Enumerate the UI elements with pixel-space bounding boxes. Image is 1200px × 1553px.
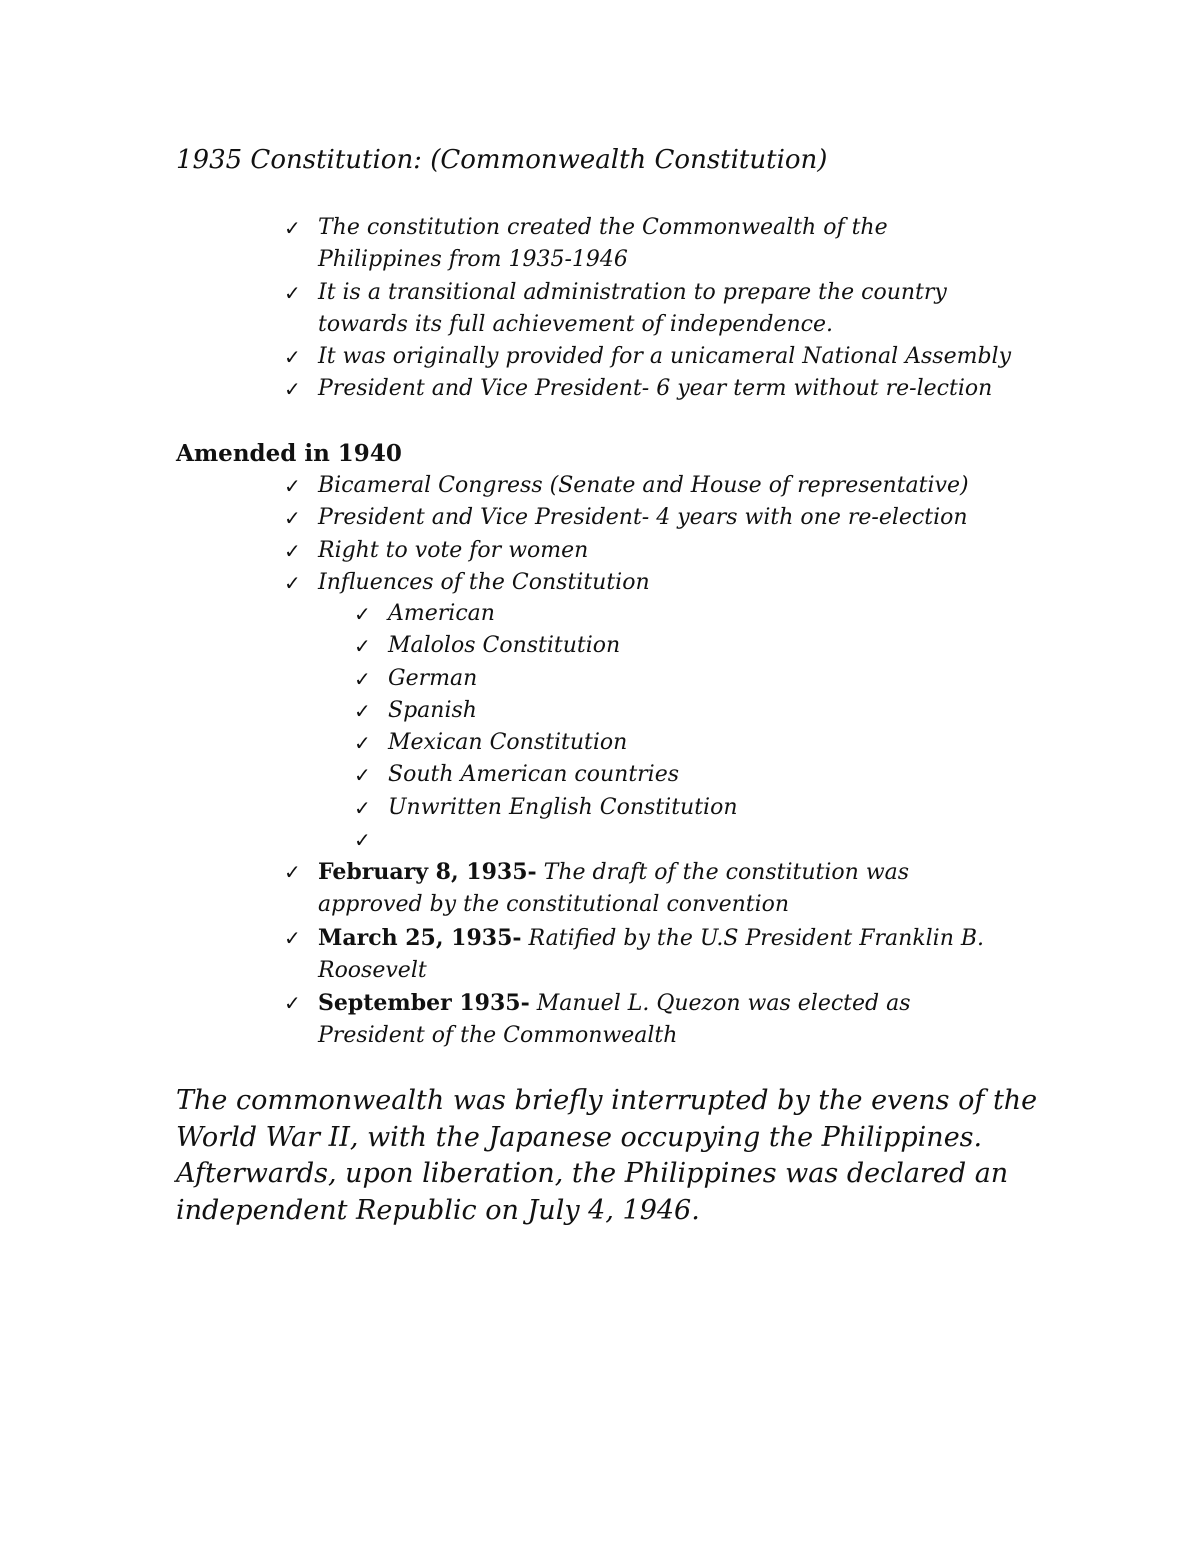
- list-item: [354, 695, 738, 727]
- timeline-line: [318, 856, 984, 889]
- list-item: [284, 212, 1011, 277]
- list-item-text: President and Vice President- 4 years with one re-election: [318, 505, 968, 531]
- timeline-date: February 8, 1935-: [318, 859, 537, 885]
- checkmark-icon: ✓: [354, 666, 371, 691]
- list-item: [354, 792, 738, 824]
- checkmark-icon: ✓: [354, 698, 371, 723]
- checkmark-icon: ✓: [284, 506, 301, 531]
- timeline-text-continued: President of the Commonwealth: [318, 1023, 678, 1049]
- list-item: [284, 470, 969, 502]
- list-item: [354, 663, 738, 695]
- paragraph-line: The commonwealth was briefly interrupted by the evens of the: [176, 1085, 1038, 1116]
- checkmark-icon: ✓: [284, 538, 301, 563]
- checkmark-icon: ✓: [284, 377, 301, 402]
- checkmark-icon: ✓: [284, 345, 301, 370]
- timeline-item: [284, 922, 985, 988]
- closing-paragraph: [176, 1083, 1056, 1229]
- list-item: [284, 277, 1011, 342]
- list-item-text: Mexican Constitution: [388, 730, 628, 756]
- paragraph-line: Afterwards, upon liberation, the Philippines was declared an: [176, 1158, 1009, 1189]
- checkmark-icon: ✓: [284, 216, 301, 240]
- list-item-text: American: [388, 601, 495, 626]
- list-item: [284, 373, 1011, 405]
- timeline-text: Manuel L. Quezon was elected as: [529, 991, 911, 1017]
- list-item-text: Influences of the Constitution: [318, 569, 650, 595]
- checkmark-icon: ✓: [284, 991, 301, 1016]
- timeline-text: Ratified by the U.S President Franklin B.: [521, 925, 985, 951]
- list-item-text: Malolos Constitution: [388, 633, 621, 659]
- list-item-text: President and Vice President- 6 year term without re-lection: [318, 376, 993, 402]
- list-item-text: It is a transitional administration to prepare the country: [318, 279, 947, 305]
- list-item-text: It was originally provided for a unicameral National Assembly: [318, 344, 1011, 370]
- checkmark-icon: ✓: [354, 731, 371, 756]
- list-item: [354, 824, 738, 856]
- timeline-list: [284, 856, 985, 1053]
- amended-list: [284, 470, 969, 599]
- timeline-text-continued: Roosevelt: [318, 957, 427, 983]
- list-item: [354, 598, 738, 630]
- checkmark-icon: ✓: [284, 280, 301, 305]
- list-item: [284, 567, 969, 599]
- timeline-item: [284, 856, 984, 922]
- paragraph-line: independent Republic on July 4, 1946.: [176, 1194, 700, 1226]
- list-item: [354, 727, 738, 759]
- list-item-text: Philippines from 1935-1946: [318, 247, 628, 273]
- section-title-amended: Amended in 1940: [176, 440, 402, 467]
- timeline-date: March 25, 1935-: [318, 924, 522, 951]
- intro-list: [284, 212, 1011, 406]
- list-item-text: towards its full achievement of independence.: [318, 311, 834, 337]
- checkmark-icon: ✓: [354, 795, 371, 820]
- timeline-text-continued: approved by the constitutional convention: [318, 892, 790, 918]
- list-item: [284, 502, 969, 534]
- list-item-text: Spanish: [388, 697, 477, 723]
- checkmark-icon: ✓: [354, 602, 371, 626]
- timeline-item: [284, 987, 984, 1053]
- list-item: [284, 535, 969, 567]
- list-item-text: Bicameral Congress (Senate and House of representative): [318, 473, 969, 498]
- checkmark-icon: ✓: [354, 634, 371, 659]
- timeline-text: The draft of the constitution was: [536, 860, 910, 885]
- list-item-text: South American countries: [388, 762, 680, 788]
- list-item-text: Right to vote for women: [318, 537, 589, 563]
- list-item: [284, 341, 1011, 373]
- timeline-line: [318, 987, 984, 1020]
- list-item-text: German: [388, 665, 478, 691]
- paragraph-line: World War II, with the Japanese occupying the Philippines.: [176, 1121, 983, 1153]
- list-item: [354, 759, 738, 791]
- checkmark-icon: ✓: [284, 474, 301, 498]
- checkmark-icon: ✓: [284, 925, 301, 950]
- timeline-line: [318, 922, 984, 955]
- list-item-text: Unwritten English Constitution: [388, 794, 738, 820]
- checkmark-icon: ✓: [354, 763, 371, 788]
- list-item: [354, 630, 738, 662]
- checkmark-icon: ✓: [284, 570, 301, 595]
- checkmark-icon: ✓: [284, 860, 301, 884]
- page-title: 1935 Constitution: (Commonwealth Constitution): [176, 145, 828, 175]
- influences-list: [354, 598, 738, 856]
- list-item-text: The constitution created the Commonwealth of the: [318, 215, 888, 240]
- timeline-date: September 1935-: [318, 990, 530, 1017]
- checkmark-icon: ✓: [354, 828, 371, 853]
